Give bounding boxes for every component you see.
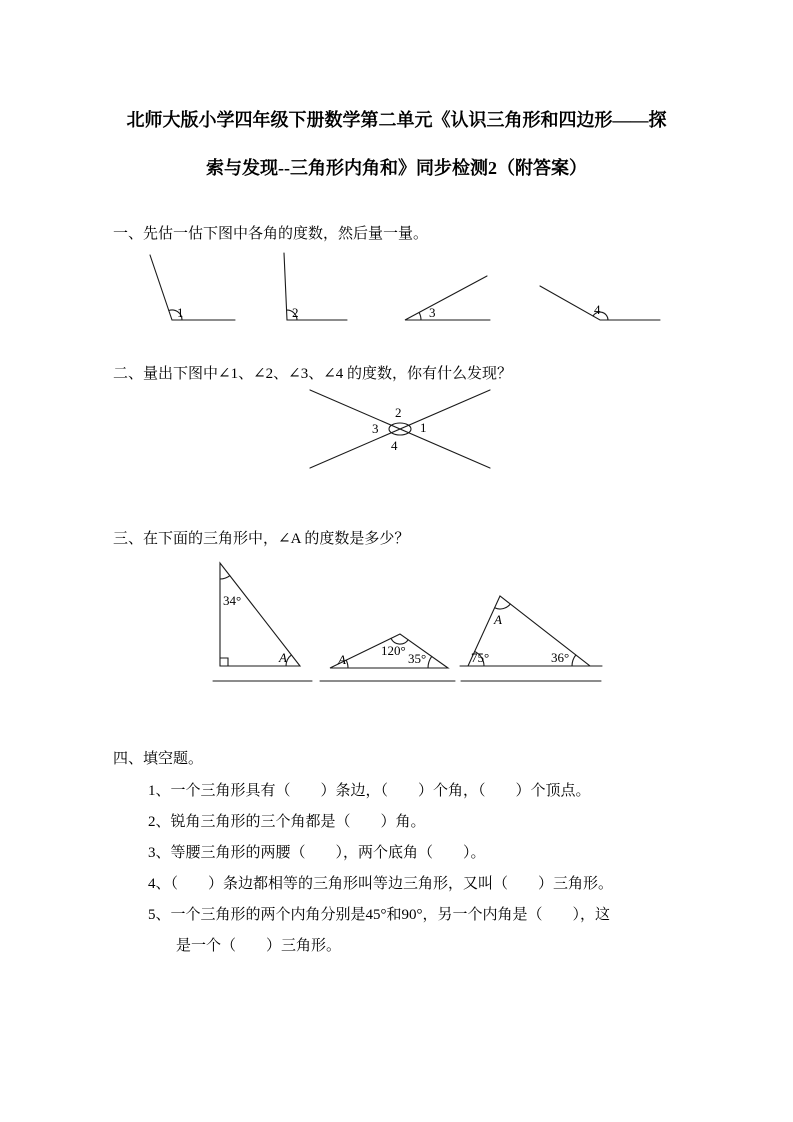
q1-heading: 一、先估一估下图中各角的度数，然后量一量。 [113,226,429,242]
fill-item-3: 3、等腰三角形的两腰（ ），两个底角（ ）。 [148,845,486,861]
doc-title-line2: 索与发现--三角形内角和》同步检测2（附答案） [206,158,587,178]
triangle3-top-arc [495,604,511,609]
q2-label-top: 2 [395,405,402,420]
angle4-label: 4 [594,302,601,317]
triangle1-right-angle-mark [220,658,228,666]
triangle2-right-arc [428,656,432,668]
angle3-label: 3 [429,305,436,320]
triangle1-top-angle-label: 34° [223,593,242,608]
q2-label-bottom: 4 [391,438,398,453]
triangle1-outline [220,563,300,666]
triangle1-top-arc [220,576,230,579]
fill-item-5-line1: 5、一个三角形的两个内角分别是45°和90°，另一个内角是（ ），这 [148,907,611,923]
fill-item-2: 2、锐角三角形的三个角都是（ ）角。 [148,814,426,830]
triangle2-angle-a-label: A [338,652,346,667]
q3-triangles-figure [205,556,620,696]
q4-heading: 四、填空题。 [113,751,204,767]
fill-item-1: 1、一个三角形具有（ ）条边，（ ）个角，（ ）个顶点。 [148,783,591,799]
q3-heading: 三、在下面的三角形中，∠A 的度数是多少？ [113,531,410,547]
triangle2-left-arc [346,660,348,668]
triangle2-apex-angle-label: 120° [381,643,406,658]
fill-item-5-line2: 是一个（ ）三角形。 [176,938,342,954]
triangle2-right-angle-label: 35° [408,651,427,666]
angle2-label: 2 [292,305,299,320]
angle1-label: 1 [177,305,184,320]
doc-title-line1: 北师大版小学四年级下册数学第二单元《认识三角形和四边形——探 [126,110,667,130]
q4-fill-in-items [148,776,693,962]
triangle3-left-angle-label: 75° [471,650,490,665]
q2-label-left: 3 [372,421,379,436]
angle3-rays [405,276,490,320]
q1-angles-figure [130,248,670,338]
q2-label-right: 1 [420,420,427,435]
angle3-arc [419,313,421,321]
q2-heading: 二、量出下图中∠1、∠2、∠3、∠4 的度数，你有什么发现？ [113,366,513,382]
triangle3-right-arc [572,655,576,666]
q2-crossing-lines-figure [300,385,500,475]
angle1-rays [150,255,235,320]
triangle1-angle-a-label: A [279,650,287,665]
triangle3-right-angle-label: 36° [551,650,570,665]
triangle3-angle-a-label: A [494,612,502,627]
fill-item-4: 4、（ ）条边都相等的三角形叫等边三角形，又叫（ ）三角形。 [148,876,614,892]
doc-title [0,96,793,192]
